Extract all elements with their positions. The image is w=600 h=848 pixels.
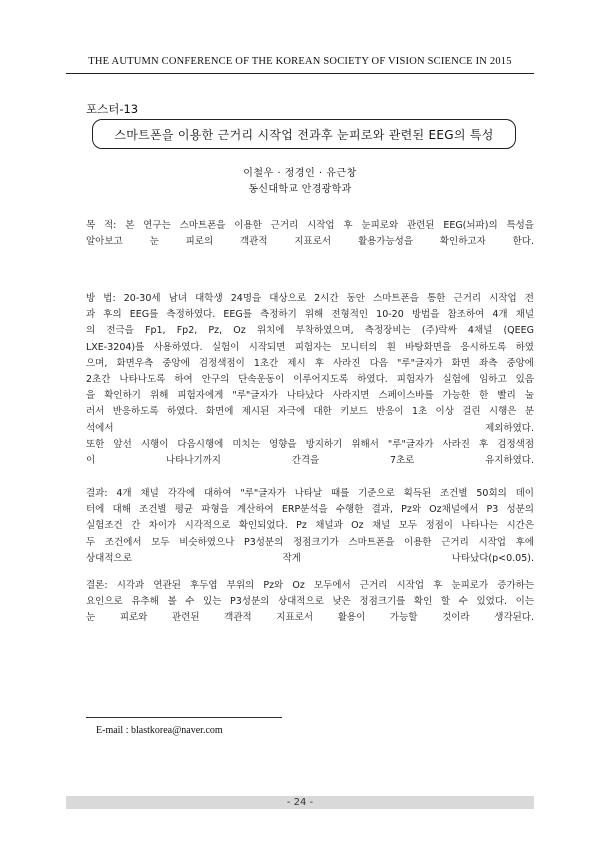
affiliation: 동신대학교 안경광학과 bbox=[248, 184, 352, 195]
header-rule bbox=[66, 73, 534, 74]
poster-id: 포스터-13 bbox=[86, 102, 139, 116]
purpose-line: 목 적: 본 연구는 스마트폰을 이용한 근거리 시작업 후 눈피로와 관련된 EEG(뇌파)의 특성을 bbox=[86, 220, 534, 231]
method-line: 과 후의 EEG를 측정하였다. EEG를 측정하기 위해 전형적인 10-20 방법을 참조하여 4개 채널 bbox=[86, 309, 534, 321]
journal-header: THE AUTUMN CONFERENCE OF THE KOREAN SOCIETY OF VISION SCIENCE IN 2015 bbox=[88, 56, 512, 67]
method-line: 의 전극을 Fp1, Fp2, Pz, Oz 위치에 부착하였으며, 측정장비는 (주)락싸 4채널 (QEEG bbox=[86, 325, 534, 337]
page-number: - 24 - bbox=[286, 797, 314, 808]
method-line: 석에서 제외하였다. bbox=[86, 422, 534, 434]
result-paragraph bbox=[86, 486, 534, 567]
conclusion-line: 눈 피로와 관련된 객관적 지표로서 활용이 가능할 것이라 생각된다. bbox=[86, 612, 534, 624]
purpose-line: 알아보고 눈 피로의 객관적 지표로서 활용가능성을 확인하고자 한다. bbox=[86, 236, 534, 248]
method-paragraph bbox=[86, 291, 534, 469]
footnote-rule bbox=[86, 717, 282, 718]
conclusion-paragraph bbox=[86, 578, 534, 627]
method-line: LXE-3204)를 사용하였다. 실험이 시작되면 피험자는 모니터의 흰 바탕화면을 응시하도록 하였 bbox=[86, 341, 534, 353]
result-line: 실험조건 간 차이가 시각적으로 확인되었다. Pz 채널과 Oz 채널 모두 정점이 나타나는 시간은 bbox=[86, 520, 534, 532]
method-line: 을 확인하기 위해 피험자에게 "루"글자가 나타났다 사라지면 스페이스바를 가능한 한 빨리 눌 bbox=[86, 390, 534, 402]
page-number-bar bbox=[66, 796, 534, 809]
result-line: 두 조건에서 모두 비슷하였으나 P3성분의 정점크기가 스마트폰을 이용한 근거리 시작업 후에 bbox=[86, 536, 534, 548]
method-line: 또한 앞선 시행이 다음시행에 미치는 영향을 방지하기 위해서 "루"글자가 사라진 후 검정색점 bbox=[86, 438, 534, 450]
method-line: 으며, 화면우측 중앙에 검정색점이 1초간 제시 후 사라진 다음 "루"글자가 화면 좌측 중앙에 bbox=[86, 357, 534, 369]
conclusion-line: 결론: 시각과 연관된 후두엽 부위의 Pz와 Oz 모두에서 근거리 시작업 후 눈피로가 증가하는 bbox=[86, 580, 534, 591]
method-line: 이 나타나기까지 간격을 7초로 유지하였다. bbox=[86, 455, 534, 467]
poster-title: 스마트폰을 이용한 근거리 시작업 전과후 눈피로와 관련된 EEG의 특성 bbox=[92, 119, 516, 149]
email-footnote: E-mail : blastkorea@naver.com bbox=[96, 725, 223, 736]
method-line: 러서 반응하도록 하였다. 화면에 제시된 자극에 대한 키보드 반응이 1초 이상 걸린 시행은 분 bbox=[86, 406, 534, 418]
method-line: 방 법: 20-30세 남녀 대학생 24명을 대상으로 2시간 동안 스마트폰을 통한 근거리 시작업 전 bbox=[86, 293, 534, 304]
purpose-paragraph bbox=[86, 218, 534, 250]
authors: 이철우 · 정경인 · 유근창 bbox=[243, 168, 357, 179]
result-line: 결과: 4개 채널 각각에 대하여 "루"글자가 나타날 때를 기준으로 획득된 조건별 50회의 데이 bbox=[86, 488, 534, 499]
result-line: 상대적으로 작게 나타났다(p<0.05). bbox=[86, 552, 534, 564]
result-line: 터에 대해 조건별 평균 파형을 계산하여 ERP분석을 수행한 결과, Pz와 Oz채널에서 P3 성분의 bbox=[86, 504, 534, 516]
method-line: 2초간 나타나도록 하여 안구의 단속운동이 이루어지도록 하였다. 피험자가 실험에 임하고 있음 bbox=[86, 374, 534, 386]
conclusion-line: 요인으로 유추해 볼 수 있는 P3성분의 상대적으로 낮은 정점크기를 확인 할 수 있었다. 이는 bbox=[86, 596, 534, 608]
